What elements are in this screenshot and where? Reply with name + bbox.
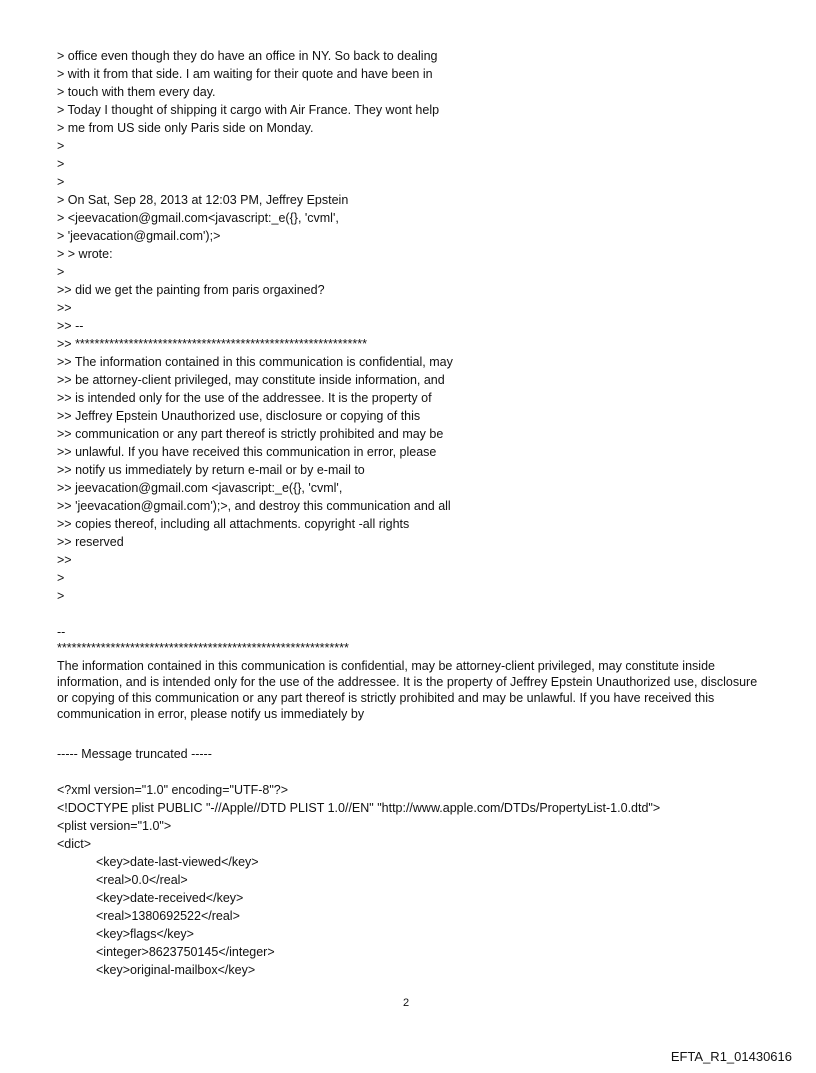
quoted-line: >> ************************************************************ (57, 337, 367, 351)
xml-line: <key>original-mailbox</key> (96, 963, 256, 977)
quoted-line: >> copies thereof, including all attachments. copyright -all rights (57, 517, 410, 531)
signature-stars: ************************************************************ (57, 641, 349, 655)
quoted-line: >> be attorney-client privileged, may constitute inside information, and (57, 373, 445, 387)
quoted-line: >> Jeffrey Epstein Unauthorized use, disclosure or copying of this (57, 409, 421, 423)
quoted-line: > 'jeevacation@gmail.com');> (57, 229, 221, 243)
quoted-line: > me from US side only Paris side on Monday. (57, 121, 314, 135)
xml-line: <real>0.0</real> (96, 873, 188, 887)
xml-line: <key>date-last-viewed</key> (96, 855, 259, 869)
quoted-line: > (57, 589, 65, 603)
quoted-line: > office even though they do have an office in NY. So back to dealing (57, 49, 438, 63)
xml-line: <key>date-received</key> (96, 891, 244, 905)
quoted-line: > (57, 265, 65, 279)
quoted-line: >> communication or any part thereof is strictly prohibited and may be (57, 427, 444, 441)
quoted-line: > touch with them every day. (57, 85, 216, 99)
quoted-line: >> reserved (57, 535, 124, 549)
xml-line: <?xml version="1.0" encoding="UTF-8"?> (57, 783, 289, 797)
quoted-line: >> (57, 553, 72, 567)
quoted-line: > (57, 139, 65, 153)
document-id: EFTA_R1_01430616 (670, 1049, 792, 1064)
quoted-line: >> did we get the painting from paris orgaxined? (57, 283, 325, 297)
quoted-line: > (57, 175, 65, 189)
quoted-line: >> The information contained in this communication is confidential, may (57, 355, 453, 369)
signature-dashes: -- (57, 625, 66, 639)
quoted-line: > Today I thought of shipping it cargo with Air France. They wont help (57, 103, 440, 117)
message-truncated-note: ----- Message truncated ----- (57, 747, 212, 761)
xml-line: <!DOCTYPE plist PUBLIC "-//Apple//DTD PLIST 1.0//EN" "http://www.apple.com/DTDs/PropertyList-1.0.dtd"> (57, 801, 661, 815)
xml-line: <dict> (57, 837, 92, 851)
page-number: 2 (403, 997, 410, 1009)
quoted-line: > On Sat, Sep 28, 2013 at 12:03 PM, Jeffrey Epstein (57, 193, 349, 207)
quoted-line: >> -- (57, 319, 84, 333)
quoted-line: >> jeevacation@gmail.com <javascript:_e({}, 'cvml', (57, 481, 343, 495)
quoted-line: > with it from that side. I am waiting for their quote and have been in (57, 67, 433, 81)
disclaimer-paragraph: The information contained in this communication is confidential, may be attorney-client privileged, may constitute inside information, and is intended only for the use of the addressee. It is the property of Jeffrey Epstein Unauthorized use, disclosure or copying of this communication or any part thereof is strictly prohibited and may be unlawful. If you have received this communication in error, please notify us immediately by (57, 659, 758, 721)
quoted-line: >> notify us immediately by return e-mail or by e-mail to (57, 463, 365, 477)
xml-line: <key>flags</key> (96, 927, 194, 941)
quoted-line: > > wrote: (57, 247, 113, 261)
xml-line: <integer>8623750145</integer> (96, 945, 275, 959)
quoted-line: > (57, 571, 65, 585)
xml-line: <plist version="1.0"> (57, 819, 172, 833)
quoted-line: >> 'jeevacation@gmail.com');>, and destroy this communication and all (57, 499, 451, 513)
quoted-line: >> unlawful. If you have received this communication in error, please (57, 445, 437, 459)
quoted-line: > <jeevacation@gmail.com<javascript:_e({}, 'cvml', (57, 211, 339, 225)
xml-line: <real>1380692522</real> (96, 909, 240, 923)
quoted-line: >> is intended only for the use of the addressee. It is the property of (57, 391, 432, 405)
quoted-line: > (57, 157, 65, 171)
quoted-line: >> (57, 301, 72, 315)
